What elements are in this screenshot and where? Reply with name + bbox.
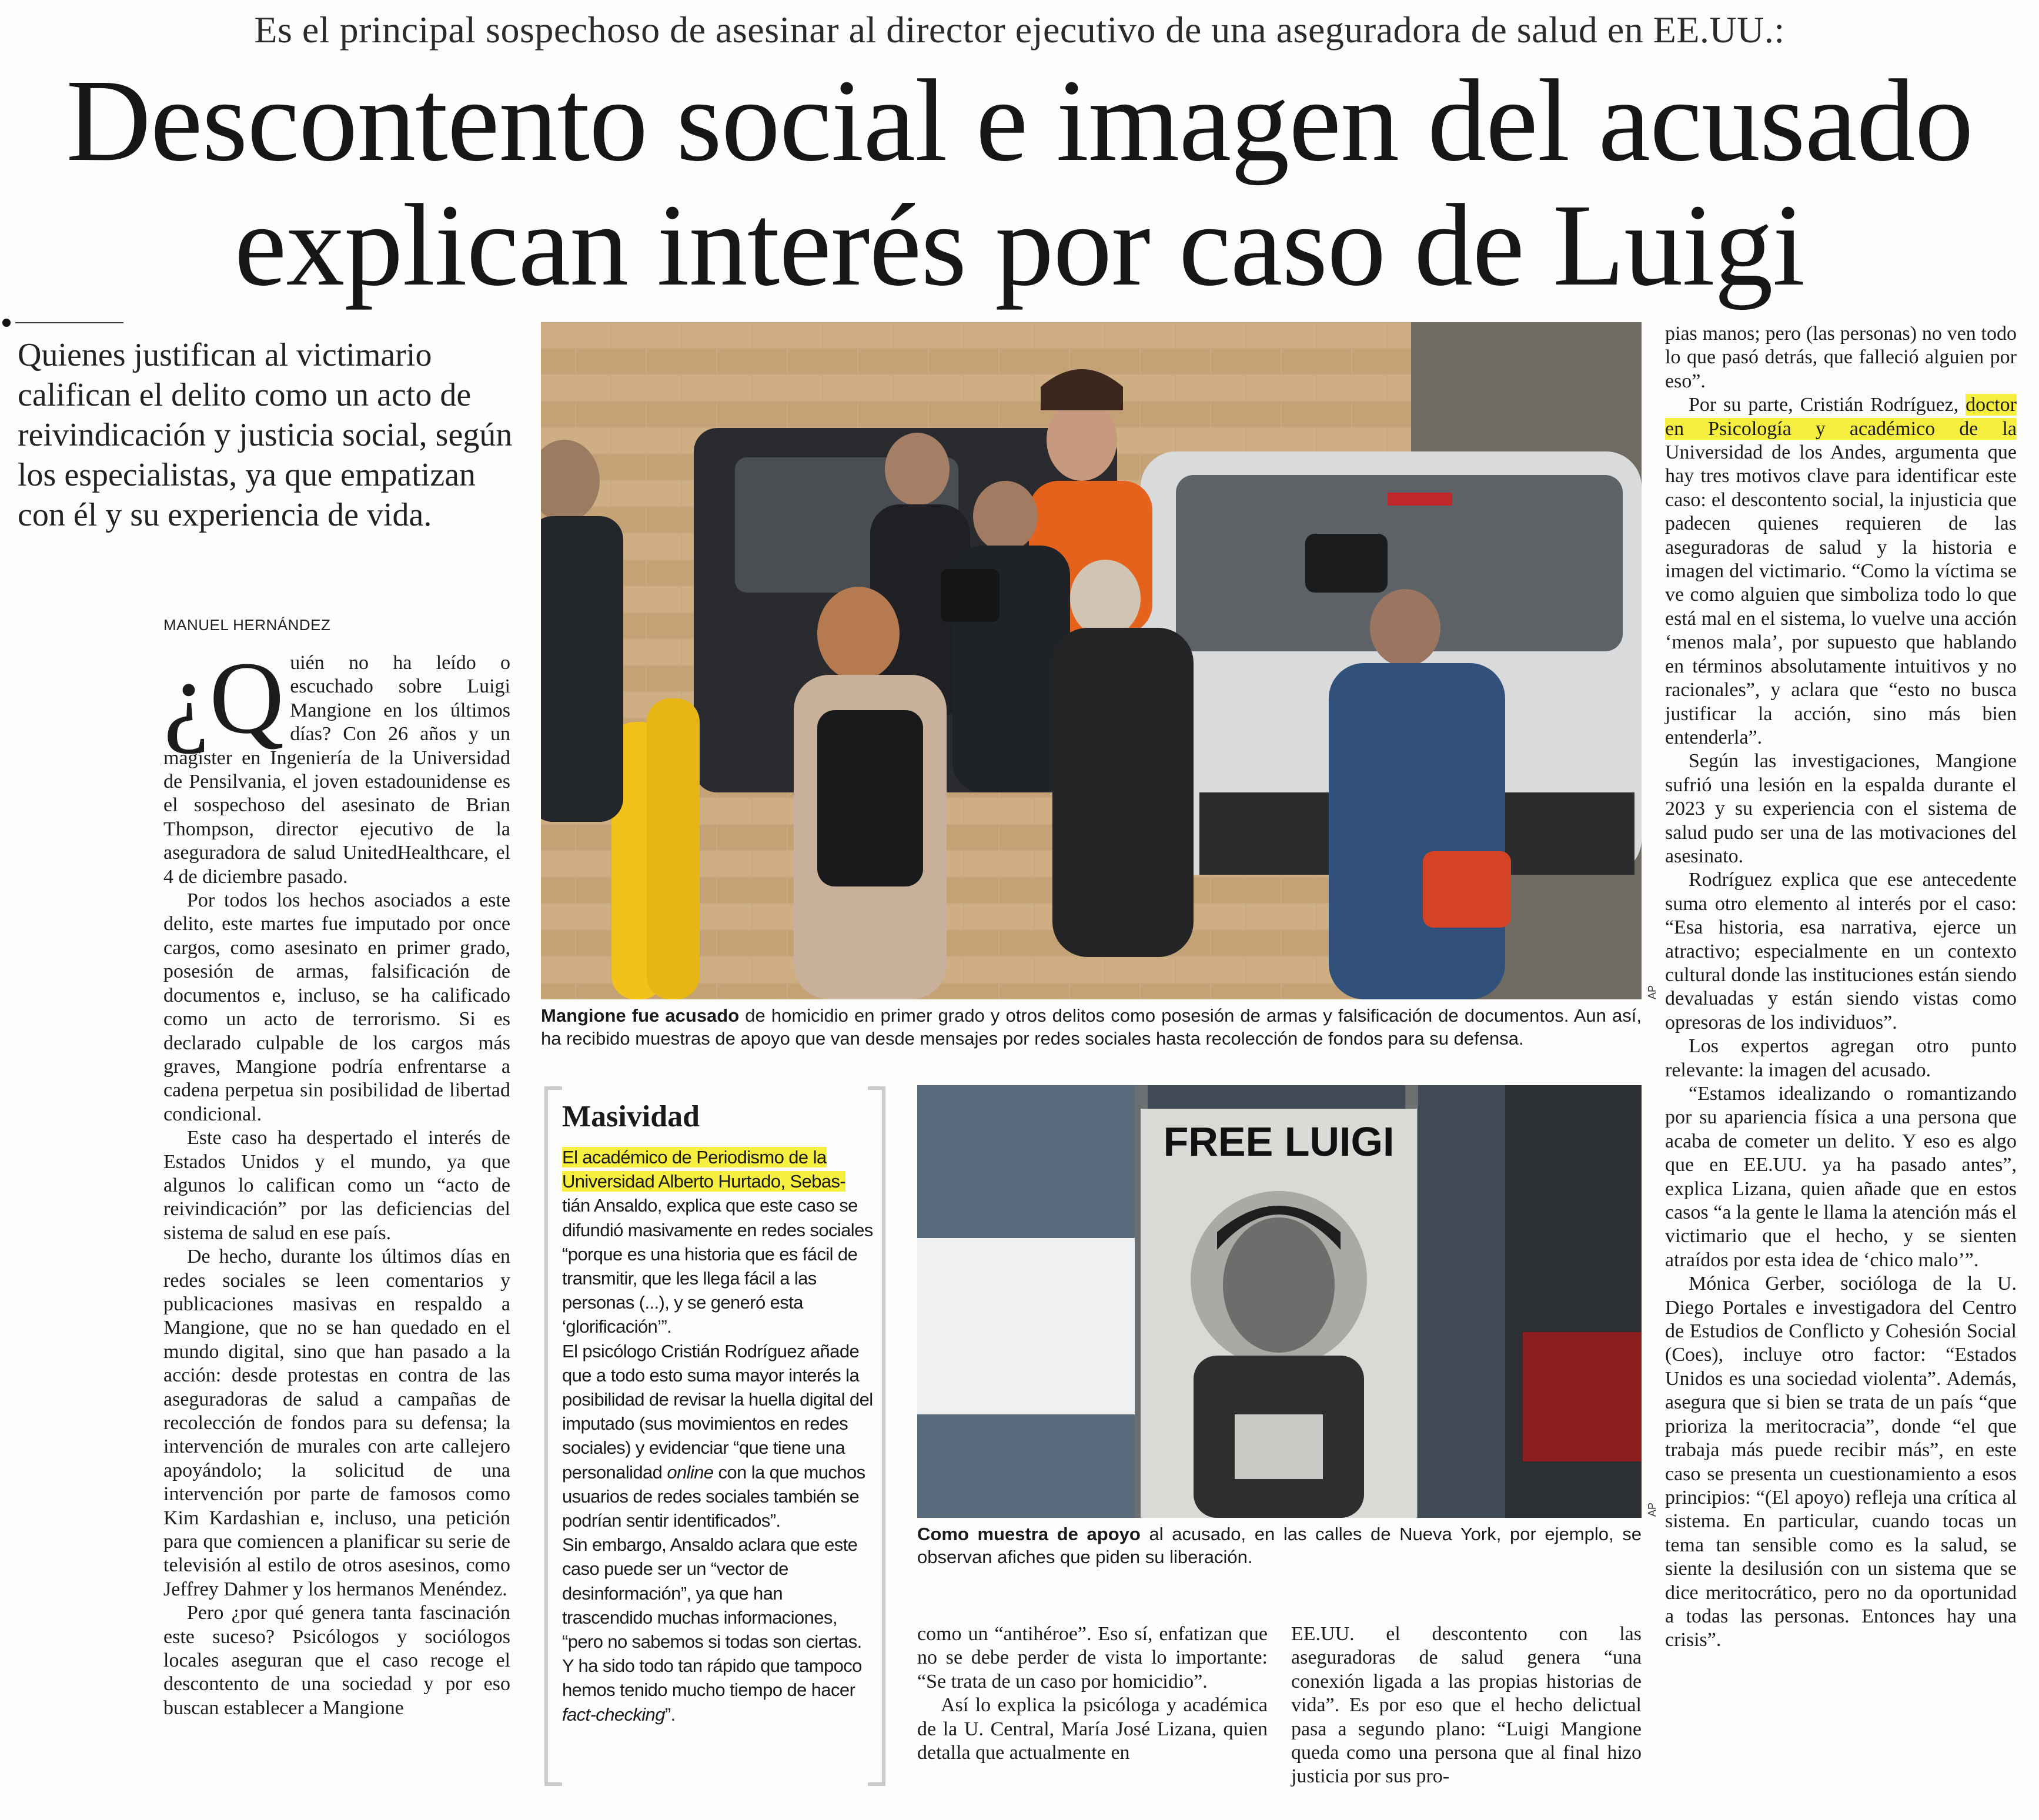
sidebar-box-corner	[544, 1086, 562, 1090]
sidebar-paragraph	[562, 1339, 874, 1533]
byline: MANUEL HERNÁNDEZ	[163, 616, 331, 634]
paragraph: como un “antihéroe”. Eso sí, enfatizan que no se debe perder de vista lo importante: “Se trata de un caso por homicidio”.	[917, 1623, 1268, 1692]
column-3a	[917, 1622, 1268, 1765]
column-3b	[1291, 1622, 1642, 1789]
highlighted-text: El académico de Periodismo de la Universidad Alberto Hurtado, Sebas-	[562, 1147, 846, 1192]
sidebar-text: Y ha sido todo tan rápido que tampoco hemos tenido mucho tiempo de hacer	[562, 1655, 862, 1701]
highlighted-text: doctor en Psicología y académico de la	[1665, 394, 2017, 440]
column-4	[1665, 322, 2017, 1652]
sidebar-text: tián Ansaldo, explica que este caso se difundió masivamente en redes sociales “porque es una historia que es fácil de transmitir, que les llega fácil a las personas (...), y se generó esta ‘glorificación’”.	[562, 1195, 873, 1337]
sidebar-box-corner	[544, 1782, 562, 1786]
lede: Quienes justifican al victimario califican el delito como un acto de reivindicación y justicia social, según los especialistas, ya que empatizan con él y su experiencia de vida.	[18, 337, 513, 533]
sidebar-box-corner	[868, 1782, 885, 1786]
dropcap: ¿Q	[163, 641, 285, 755]
paragraph: Este caso ha despertado el interés de Estados Unidos y el mundo, ya que algunos lo califican como un “acto de reivindicación” por las deficiencias del sistema de salud en ese país.	[163, 1127, 510, 1244]
lede-bullet-icon	[2, 319, 11, 327]
paragraph: Mónica Gerber, socióloga de la U. Diego Portales e investigadora del Centro de Estudios de Conflicto y Cohesión Social (Coes), incluye otro factor: “Estados Unidos es una sociedad violenta”. Además, asegura que si bien se trata de un país “que prioriza la meritocracia”, donde “el que trabaja más puede recibir más”, en este caso se presenta un cuestionamiento a esos principios: “(El apoyo) refleja una crítica al sistema. En particular, cuando tocas un tema tan sensible como es la salud, se siente la desilusión con un sistema que se dice meritocrático, pero no da oportunidad a todas las personas. Entonces hay una crisis”.	[1665, 1273, 2017, 1651]
sidebar-paragraph	[562, 1654, 874, 1727]
paragraph: Los expertos agregan otro punto relevante: la imagen del acusado.	[1665, 1035, 2017, 1081]
photo-caption	[917, 1523, 1642, 1568]
photo-courthouse	[541, 322, 1642, 999]
paragraph-text: Universidad de los Andes, argumenta que hay tres motivos clave para identificar este caso: el descontento social, la injusticia que padecen quienes requieren de las aseguradoras de salud y la historia e imagen del victimario. “Como la víctima se ve como alguien que simboliza todo lo que está mal en el sistema, lo vuelve una acción ‘menos mala’, por supuesto que hablando en términos absolutamente intuitivos y no racionales”, y aclara que “esto no busca justificar la acción, sino más bien entenderla”.	[1665, 441, 2017, 748]
sidebar-paragraph: Sin embargo, Ansaldo aclara que este caso puede ser un “vector de desinformación”, ya que han trascendido muchas informaciones, “pero no sabemos si todas son ciertas.	[562, 1534, 862, 1652]
paragraph	[163, 641, 510, 889]
sidebar-italic: fact-checking	[562, 1704, 665, 1725]
paragraph: Por todos los hechos asociados a este delito, este martes fue imputado por once cargos, como asesinato en primer grado, posesión de armas, falsificación de documentos e, incluso, se ha calificado como un acto de terrorismo. Si es declarado culpable de los cargos más graves, Mangione podría enfrentarse a cadena perpetua sin posibilidad de libertad condicional.	[163, 889, 510, 1125]
sidebar-text: con la que muchos usuarios de redes sociales también se podrían sentir identificados”.	[562, 1461, 865, 1531]
paragraph: Así lo explica la psicóloga y académica de la U. Central, María José Lizana, quien detalla que actualmente en	[917, 1694, 1268, 1764]
sidebar-box-corner	[868, 1086, 885, 1090]
sidebar-italic: online	[667, 1461, 714, 1483]
paragraph: Según las investigaciones, Mangione sufrió una lesión en la espalda durante el 2023 y su experiencia con el sistema de salud pudo ser una de las motivaciones del asesinato.	[1665, 750, 2017, 867]
paragraph: Rodríguez explica que ese antecedente suma otro elemento al interés por el caso: “Esa historia, esa narrativa, ejerce un atractivo; especialmente en un contexto cultural donde las instituciones están siendo devaluadas y están siendo vistas como opresoras de los individuos”.	[1665, 869, 2017, 1033]
sidebar-box-right-border	[882, 1086, 885, 1786]
paragraph	[1665, 393, 2017, 750]
paragraph: pias manos; pero (las personas) no ven todo lo que pasó detrás, que falleció alguien por eso”.	[1665, 323, 2017, 392]
sidebar-title: Masividad	[562, 1100, 700, 1133]
caption-text: al acusado, en las calles de Nueva York, por ejemplo, se observan afiches que piden su liberación.	[917, 1524, 1642, 1567]
caption-lead: Como muestra de apoyo	[917, 1524, 1141, 1544]
sidebar-text: El psicólogo Cristián Rodríguez añade que a todo esto suma mayor interés la posibilidad de revisar la huella digital del imputado (sus movimientos en redes sociales) y evidenciar “que tiene una personalidad	[562, 1340, 873, 1483]
photo-credit: AP	[1646, 1502, 1658, 1517]
caption-lead: Mangione fue acusado	[541, 1005, 740, 1026]
photo-caption	[541, 1004, 1642, 1050]
paragraph-text: Por su parte, Cristián Rodríguez,	[1689, 394, 1966, 416]
sidebar-box-left-border	[544, 1086, 548, 1786]
sidebar-paragraph	[562, 1145, 874, 1339]
paragraph-text: uién no ha leído o escuchado sobre Luigi Mangione en los últimos días? Con 26 años y un magíster en Ingeniería de la Universidad de Pensilvania, el joven estadounidense es el sospechoso del asesinato de Brian Thompson, director ejecutivo de la aseguradora de salud UnitedHealthcare, el 4 de diciembre pasado.	[163, 652, 510, 888]
photo-poster	[917, 1085, 1642, 1518]
kicker: Es el principal sospechoso de asesinar al director ejecutivo de una aseguradora de salud en EE.UU.:	[254, 9, 1785, 51]
paragraph: “Estamos idealizando o romantizando por su apariencia física a una persona que acaba de cometer un delito. Y eso es algo que en EE.UU. ya ha pasado antes”, explica Lizana, quien añade que en estos casos “a la gente le llama la atención más el victimario que el hecho, y se sienten atraídos por esta idea de ‘chico malo’”.	[1665, 1083, 2017, 1271]
lede-rule	[15, 322, 123, 323]
headline-line-2: explican interés por caso de Luigi	[234, 180, 1805, 310]
sidebar-body	[562, 1145, 874, 1727]
column-1	[163, 641, 510, 1720]
paragraph: EE.UU. el descontento con las aseguradoras de salud genera “una conexión ligada a las propias historias de vida”. Es por eso que el hecho delictual pasa a segundo plano: “Luigi Mangione queda como una persona que al final hizo justicia por sus pro-	[1291, 1623, 1642, 1788]
paragraph: De hecho, durante los últimos días en redes sociales se leen comentarios y publicaciones masivas en respaldo a Mangione, que no se han quedado en el mundo digital, sino que han pasado a la acción: desde protestas en contra de las aseguradoras de salud a campañas de recolección de fondos para su defensa; la intervención de murales con arte callejero apoyándolo; la solicitud de una intervención por parte de famosos como Kim Kardashian e, incluso, una petición para que comiencen a planificar su serie de televisión al estilo de otros asesinos, como Jeffrey Dahmer y los hermanos Menéndez.	[163, 1246, 510, 1600]
caption-text: de homicidio en primer grado y otros delitos como posesión de armas y falsificación de documentos. Aun así, ha recibido muestras de apoyo que van desde mensajes por redes sociales hasta recolección de fondos para su defensa.	[541, 1005, 1642, 1049]
paragraph: Pero ¿por qué genera tanta fascinación este suceso? Psicólogos y sociólogos locales aseguran que el caso recoge el descontento de una sociedad y por eso buscan establecer a Mangione	[163, 1602, 510, 1719]
headline-line-1: Descontento social e imagen del acusado	[66, 56, 1973, 186]
photo-credit: AP	[1646, 985, 1658, 999]
sidebar-text: ”.	[664, 1704, 676, 1725]
poster-sign-text: FREE LUIGI	[1163, 1119, 1395, 1165]
